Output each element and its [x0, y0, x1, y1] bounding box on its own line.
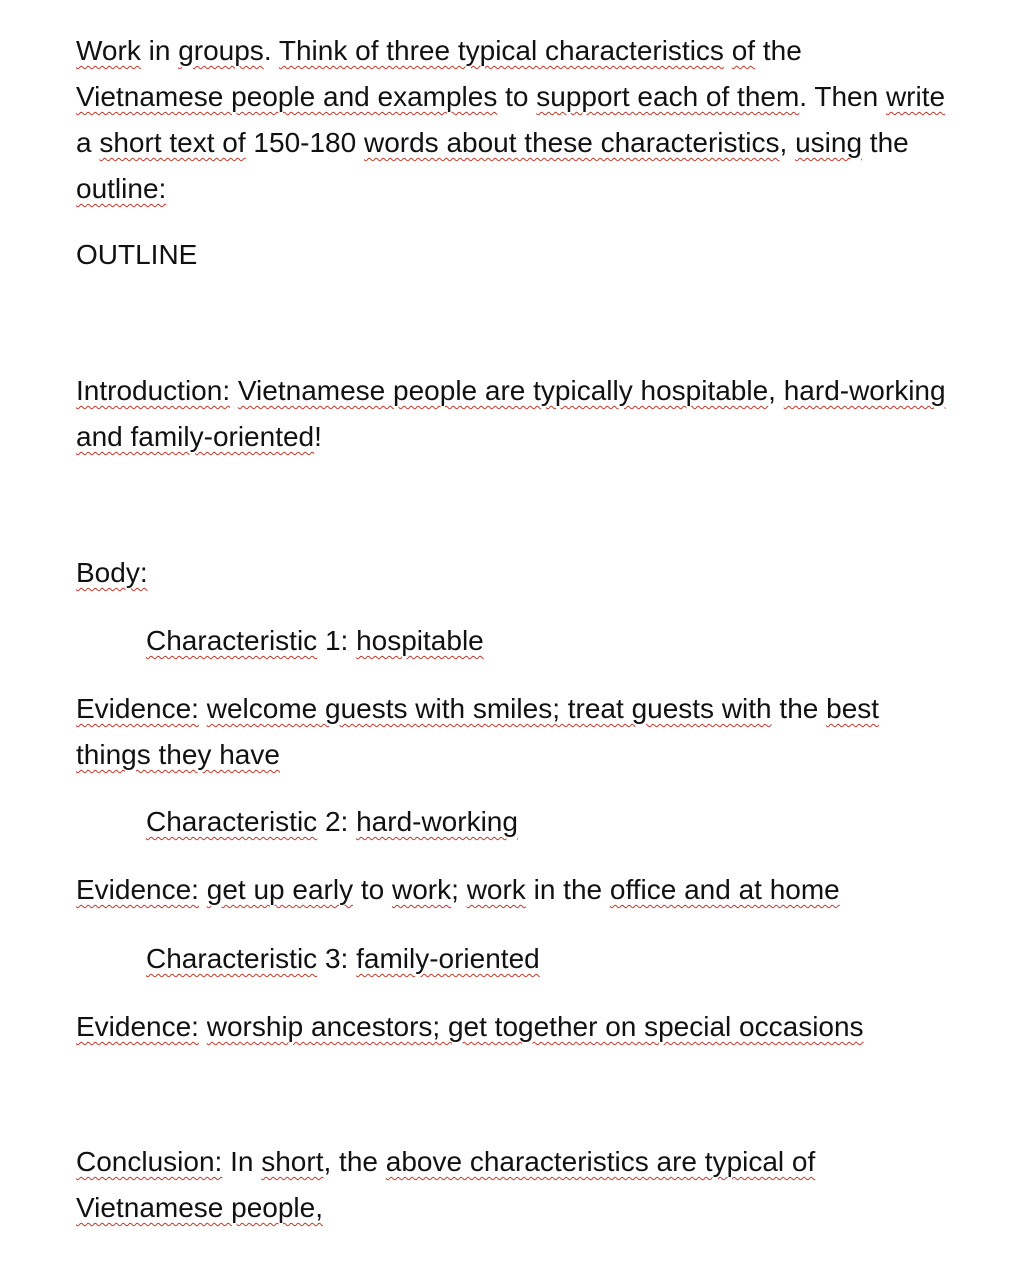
instructions-text: outline: [76, 173, 167, 204]
characteristic-title-text: Characteristic [146, 943, 318, 974]
instructions-text: 150-180 [245, 127, 364, 158]
instructions-text: Think of three typical characteristics [278, 35, 724, 66]
characteristic-title-text: hospitable [356, 625, 484, 656]
instructions-text: a [76, 127, 100, 158]
introduction-text: and family-oriented [76, 421, 315, 452]
instructions-text: the [755, 35, 802, 66]
instructions-paragraph [76, 28, 956, 212]
evidence-text: work [466, 874, 526, 905]
evidence-text: work [392, 874, 452, 905]
instructions-text: , [779, 127, 796, 158]
evidence-text: best [826, 693, 880, 724]
characteristic-title-text: 2: [317, 806, 357, 837]
instructions-text: using [795, 127, 863, 158]
characteristic-title-text: 1: [317, 625, 357, 656]
evidence-text: worship ancestors; get together on special occasions [206, 1011, 864, 1042]
characteristic-1-title [146, 618, 1024, 664]
introduction-text: ! [314, 421, 322, 452]
evidence-text [199, 1011, 207, 1042]
evidence-text: ; [451, 874, 467, 905]
evidence-label: Evidence: [76, 693, 199, 724]
conclusion-text: Vietnamese people, [76, 1192, 323, 1223]
conclusion-paragraph [76, 1139, 956, 1231]
instructions-text: Vietnamese people and examples [76, 81, 498, 112]
evidence-text: in the [525, 874, 610, 905]
evidence-text [199, 693, 207, 724]
characteristic-title-text: Characteristic [146, 806, 318, 837]
characteristic-title-text: Characteristic [146, 625, 318, 656]
instructions-text: . [263, 35, 279, 66]
evidence-2-paragraph [76, 867, 956, 913]
evidence-label: Evidence: [76, 874, 199, 905]
conclusion-text: In [222, 1146, 262, 1177]
instructions-text: write [885, 81, 946, 112]
evidence-text: to [353, 874, 392, 905]
characteristic-title-text: 3: [317, 943, 357, 974]
introduction-paragraph [76, 368, 956, 460]
introduction-text: , [768, 375, 784, 406]
characteristic-3-title [146, 936, 1024, 982]
outline-heading: OUTLINE [76, 239, 198, 270]
instructions-text: in [140, 35, 179, 66]
evidence-text: the [771, 693, 827, 724]
evidence-text: things they have [76, 739, 280, 770]
conclusion-label: Conclusion: [76, 1146, 223, 1177]
conclusion-text: above characteristics are typical of [385, 1146, 816, 1177]
instructions-text: groups [178, 35, 264, 66]
instructions-text: the [862, 127, 909, 158]
instructions-text: . Then [799, 81, 886, 112]
body-label [76, 550, 956, 596]
characteristic-2-title [146, 799, 1024, 845]
introduction-text [230, 375, 238, 406]
evidence-text [199, 874, 207, 905]
instructions-text [724, 35, 732, 66]
instructions-text: of [731, 35, 756, 66]
instructions-text: short text of [99, 127, 246, 158]
introduction-text: hard-working [783, 375, 946, 406]
evidence-text: get up early [206, 874, 354, 905]
introduction-text: Vietnamese people are typically hospitable [237, 375, 769, 406]
introduction-label: Introduction: [76, 375, 231, 406]
evidence-3-paragraph [76, 1004, 956, 1050]
characteristic-title-text: hard-working [356, 806, 518, 837]
evidence-text: welcome guests with smiles; treat guests with [206, 693, 772, 724]
instructions-text: words about these characteristics [363, 127, 780, 158]
evidence-1-paragraph [76, 686, 956, 778]
instructions-text: Work [76, 35, 141, 66]
body-label-text: Body: [76, 557, 148, 588]
evidence-label: Evidence: [76, 1011, 199, 1042]
instructions-text: support each of them [536, 81, 800, 112]
evidence-text: office and at home [609, 874, 840, 905]
characteristic-title-text: family-oriented [356, 943, 540, 974]
conclusion-text: short [261, 1146, 324, 1177]
conclusion-text: , the [323, 1146, 386, 1177]
instructions-text: to [497, 81, 537, 112]
